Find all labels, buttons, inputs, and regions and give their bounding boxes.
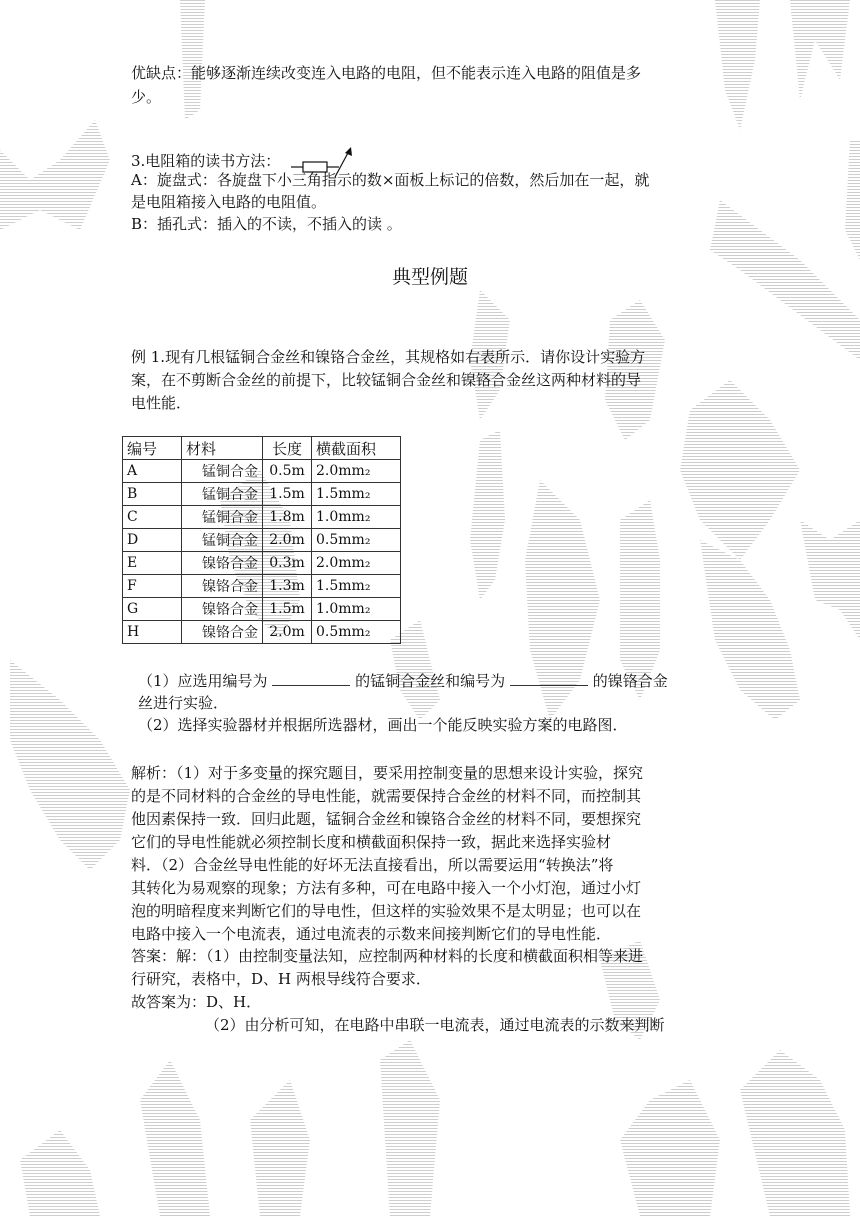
cell-area: 0.5mm₂ xyxy=(312,529,401,552)
table-row xyxy=(123,621,401,644)
analysis-line: 他因素保持一致．回归此题，锰铜合金丝和镍铬合金丝的材料不同，要想探究 xyxy=(131,810,642,828)
cell-material: 锰铜合金 xyxy=(182,529,263,552)
cell-area: 2.0mm₂ xyxy=(312,552,401,575)
table-row xyxy=(123,460,401,483)
answer-blank-1[interactable] xyxy=(272,671,350,686)
cell-length: 0.3m xyxy=(263,552,312,575)
cell-id: G xyxy=(123,598,182,621)
section-title: 典型例题 xyxy=(391,266,468,288)
cell-length: 2.0m xyxy=(263,529,312,552)
cell-area: 2.0mm₂ xyxy=(312,460,401,483)
header-id: 编号 xyxy=(123,437,182,460)
cell-id: A xyxy=(123,460,182,483)
cell-material: 镍铬合金 xyxy=(182,552,263,575)
header-cross-section: 横截面积 xyxy=(312,437,401,460)
cell-length: 1.5m xyxy=(263,483,312,506)
cell-material: 镍铬合金 xyxy=(182,598,263,621)
question1-text-b: 的锰铜合金丝和编号为 xyxy=(355,672,506,690)
pros-cons-line1: 优缺点：能够逐渐连续改变连入电路的电阻，但不能表示连入电路的阻值是多 xyxy=(131,64,642,82)
table-row xyxy=(123,529,401,552)
table-row xyxy=(123,575,401,598)
table-header-row xyxy=(123,437,401,460)
table-row xyxy=(123,598,401,621)
method-a-line2: 是电阻箱接入电路的电阻值。 xyxy=(131,193,327,211)
cell-length: 1.5m xyxy=(263,598,312,621)
answer-line2: 行研究，表格中，D、H 两根导线符合要求． xyxy=(131,970,431,988)
cell-id: D xyxy=(123,529,182,552)
pros-cons-line2: 少。 xyxy=(131,88,162,106)
example-line2: 案，在不剪断合金丝的前提下，比较锰铜合金丝和镍铬合金丝这两种材料的导 xyxy=(131,371,642,389)
analysis-line: 料．（2）合金丝导电性能的好坏无法直接看出，所以需要运用“转换法”将 xyxy=(131,856,614,874)
answer-blank-2[interactable] xyxy=(510,671,588,686)
question1-text-a: （1）应选用编号为 xyxy=(138,672,268,690)
cell-length: 1.3m xyxy=(263,575,312,598)
alloy-spec-table xyxy=(122,436,401,644)
question1-text-c: 的镍铬合金 xyxy=(592,672,668,690)
cell-area: 1.0mm₂ xyxy=(312,506,401,529)
analysis-line: 泡的明暗程度来判断它们的导电性，但这样的实验效果不是太明显；也可以在 xyxy=(131,902,642,920)
heading-resistance-box-text: 3.电阻箱的读书方法： xyxy=(131,152,281,170)
analysis-line: 解析：（1）对于多变量的探究题目，要采用控制变量的思想来设计实验，探究 xyxy=(131,764,644,782)
cell-material: 锰铜合金 xyxy=(182,483,263,506)
cell-id: H xyxy=(123,621,182,644)
cell-length: 0.5m xyxy=(263,460,312,483)
table-row xyxy=(123,506,401,529)
example-line3: 电性能． xyxy=(131,394,192,412)
question2-line: （2）选择实验器材并根据所选器材，画出一个能反映实验方案的电路图． xyxy=(138,716,628,734)
answer-line1: 答案：解：（1）由控制变量法知，应控制两种材料的长度和横截面积相等来进 xyxy=(131,947,644,965)
cell-area: 0.5mm₂ xyxy=(312,621,401,644)
header-length: 长度 xyxy=(263,437,312,460)
analysis-line: 电路中接入一个电流表，通过电流表的示数来间接判断它们的导电性能． xyxy=(131,925,612,943)
analysis-line: 其转化为易观察的现象；方法有多种，可在电路中接入一个小灯泡，通过小灯 xyxy=(131,879,642,897)
cell-id: F xyxy=(123,575,182,598)
header-material: 材料 xyxy=(182,437,263,460)
cell-length: 2.0m xyxy=(263,621,312,644)
cell-id: C xyxy=(123,506,182,529)
analysis-line: 的是不同材料的合金丝的导电性能，就需要保持合金丝的材料不同，而控制其 xyxy=(131,787,642,805)
cell-area: 1.5mm₂ xyxy=(312,575,401,598)
cell-id: B xyxy=(123,483,182,506)
analysis-line: 它们的导电性能就必须控制长度和横截面积保持一致，据此来选择实验材 xyxy=(131,833,612,851)
answer-line3: 故答案为：D、H． xyxy=(131,993,262,1011)
cell-area: 1.5mm₂ xyxy=(312,483,401,506)
answer-line4: （2）由分析可知，在电路中串联一电流表，通过电流表的示数来判断 xyxy=(205,1016,665,1034)
question1-line1 xyxy=(138,670,738,692)
example-line1: 例 1.现有几根锰铜合金丝和镍铬合金丝，其规格如右表所示．请你设计实验方 xyxy=(131,348,646,366)
cell-material: 锰铜合金 xyxy=(182,506,263,529)
question1-line2: 丝进行实验． xyxy=(138,694,229,712)
method-a-line1: A：旋盘式：各旋盘下小三角指示的数×面板上标记的倍数，然后加在一起，就 xyxy=(131,171,650,189)
cell-length: 1.8m xyxy=(263,506,312,529)
method-b-line: B：插孔式：插入的不读，不插入的读 。 xyxy=(131,215,402,233)
table-row xyxy=(123,483,401,506)
cell-id: E xyxy=(123,552,182,575)
cell-material: 镍铬合金 xyxy=(182,575,263,598)
cell-material: 锰铜合金 xyxy=(182,460,263,483)
cell-area: 1.0mm₂ xyxy=(312,598,401,621)
table-row xyxy=(123,552,401,575)
cell-material: 镍铬合金 xyxy=(182,621,263,644)
